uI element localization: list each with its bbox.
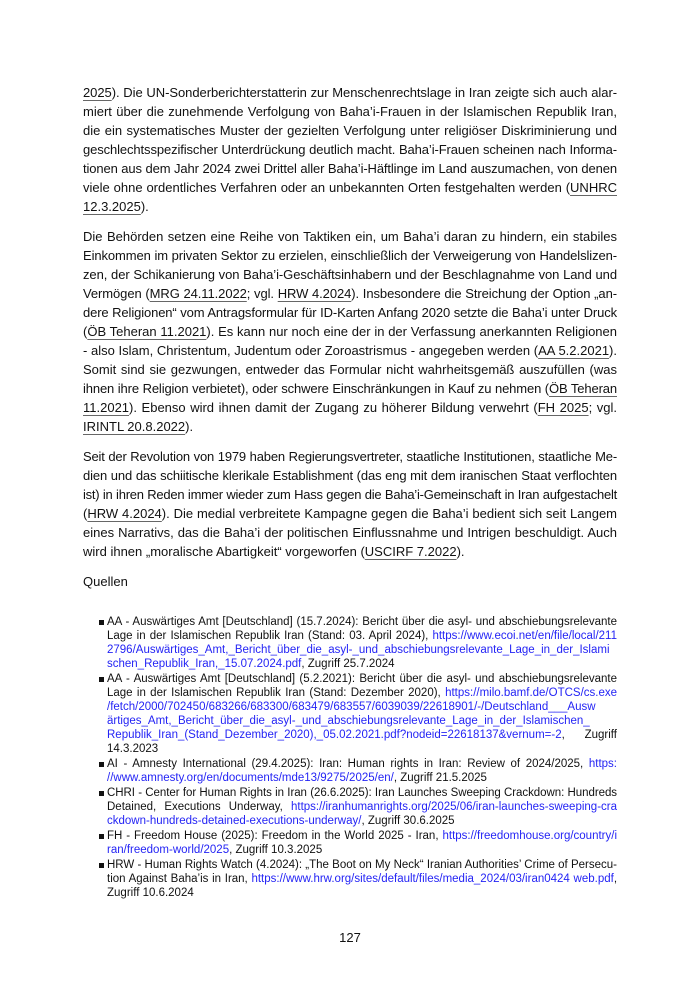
source-url-link[interactable]: 2796/Auswärtiges_Amt,_Bericht_über_die_asyl-_und_abschiebungsrelevante_Lage_in_der_Islami <box>107 644 610 656</box>
text-line <box>83 284 617 303</box>
text-segment: Lage in der Islamischen Republik Iran (Stand: Dezember 2020), <box>107 687 446 699</box>
text-segment: , Zugriff 25.7.2024 <box>301 658 395 670</box>
citation-link[interactable]: UNHRC <box>570 180 617 195</box>
text-segment: ). <box>609 343 617 358</box>
text-segment: eines Narrativs, das die Baha’i der politischen Einflussnahme und Intrigen beschuldigt. Auch <box>83 525 617 540</box>
citation-link[interactable]: HRW 4.2024 <box>87 506 162 521</box>
citation-link[interactable]: FH 2025 <box>537 400 589 415</box>
citation-link[interactable]: USCIRF 7.2022 <box>364 544 457 559</box>
text-line <box>107 829 617 843</box>
source-url-link[interactable]: https://milo.bamf.de/OTCS/cs.exe <box>445 687 617 699</box>
source-url-link[interactable]: https://www.ecoi.net/en/file/local/211 <box>432 630 617 642</box>
citation-link[interactable]: MRG 24.11.2022 <box>149 286 247 301</box>
text-segment: , Zugriff 30.6.2025 <box>361 815 455 827</box>
text-segment: ist) in ihren Reden immer wieder zum Hass gegen die Baha’i-Gemeinschaft in Iran aufgestachelt <box>83 487 617 502</box>
text-line <box>83 485 617 504</box>
text-line <box>83 466 617 485</box>
text-line <box>83 398 617 417</box>
text-segment: ). Es kann nur noch eine der in der Verfassung anerkannten Religionen <box>206 324 617 339</box>
text-segment: ). Die medial verbreitete Kampagne gegen die Baha’i bedient sich seit Langem <box>161 506 618 521</box>
text-segment: 14.3.2023 <box>107 743 159 755</box>
source-url-link[interactable]: https://iranhumanrights.org/2025/06/iran-launches-sweeping-cra <box>290 801 617 813</box>
source-url-link[interactable]: https: <box>588 758 617 770</box>
source-url-link[interactable]: Republik_Iran_(Stand_Dezember_2020),_05.02.2021.pdf?nodeid=22618137&vernum=-2 <box>107 729 562 741</box>
text-line <box>107 728 617 742</box>
text-segment: Die Behörden setzen eine Reihe von Taktiken ein, um Baha’i daran zu hindern, ein stabiles <box>83 229 617 244</box>
text-line <box>83 303 617 322</box>
text-segment: Vermögen ( <box>83 286 150 301</box>
text-line <box>83 140 617 159</box>
text-segment: , Zugriff <box>561 729 617 741</box>
text-line <box>107 800 617 814</box>
page-number: 127 <box>339 930 361 945</box>
text-segment: ( <box>83 506 88 521</box>
text-line <box>107 714 617 728</box>
source-item <box>107 672 617 756</box>
text-line <box>83 322 617 341</box>
text-line <box>83 341 617 360</box>
citation-link[interactable]: IRINTL 20.8.2022 <box>83 419 186 434</box>
bullet-icon <box>99 834 104 839</box>
source-url-link[interactable]: ärtiges_Amt,_Bericht_über_die_asyl-_und_abschiebungsrelevante_Lage_in_der_Islamischen_ <box>107 715 590 727</box>
text-line <box>83 227 617 246</box>
text-line <box>107 886 617 900</box>
text-line <box>107 742 617 756</box>
citation-link[interactable]: 2025 <box>83 85 112 100</box>
text-line <box>83 523 617 542</box>
source-url-link[interactable]: https://www.hrw.org/sites/default/files/media_2024/03/iran0424 web.pdf <box>251 873 614 885</box>
text-line <box>83 447 617 466</box>
text-segment: dien und das schiitische klerikale Establishment (das eng mit dem iranischen Staat verflochten <box>83 468 617 483</box>
text-line <box>107 872 617 886</box>
text-line <box>83 178 617 197</box>
text-segment: - also Islam, Christentum, Judentum oder Zoroastrismus - angegeben werden ( <box>83 343 539 358</box>
source-url-link[interactable]: //www.amnesty.org/en/documents/mde13/9275/2025/en/ <box>107 772 394 784</box>
source-url-link[interactable]: schen_Republik_Iran,_15.07.2024.pdf <box>107 658 302 670</box>
citation-link[interactable]: 12.3.2025 <box>83 199 141 214</box>
bullet-icon <box>99 620 104 625</box>
text-segment: CHRI - Center for Human Rights in Iran (26.6.2025): Iran Launches Sweeping Crackdown: Hundreds <box>107 787 617 799</box>
source-item <box>107 786 617 828</box>
text-segment: die ein systematisches Muster der gezielten Verfolgung unter religiöser Diskriminierung und <box>83 123 617 138</box>
text-segment: ). <box>456 544 465 559</box>
text-segment: Lage in der Islamischen Republik Iran (Stand: 03. April 2024), <box>107 630 433 642</box>
text-line <box>107 700 617 714</box>
text-segment: ). Ebenso wird ihnen damit der Zugang zu höherer Bildung verwehrt ( <box>129 400 538 415</box>
text-segment: ). Insbesondere die Streichung der Option „an- <box>351 286 617 301</box>
text-line <box>107 843 617 857</box>
source-url-link[interactable]: ckdown-hundreds-detained-executions-underway/ <box>107 815 362 827</box>
bullet-icon <box>99 677 104 682</box>
text-segment: AA - Auswärtiges Amt [Deutschland] (15.7.2024): Bericht über die asyl- und abschiebungsrelevante <box>107 616 617 628</box>
body-paragraph-1 <box>83 83 617 216</box>
text-line <box>107 786 617 800</box>
text-segment: ). <box>140 199 149 214</box>
text-segment: ; vgl. <box>588 400 617 415</box>
text-segment: ( <box>83 324 88 339</box>
text-line <box>107 615 617 629</box>
text-line <box>107 757 617 771</box>
text-line <box>83 246 617 265</box>
text-segment: viele ohne ordentliches Verfahren oder an unbekannten Orten festgehalten werden ( <box>83 180 571 195</box>
bullet-icon <box>99 762 104 767</box>
text-segment: AI - Amnesty International (29.4.2025): Iran: Human rights in Iran: Review of 2024/2025, <box>107 758 589 770</box>
text-segment: tion Against Baha’is in Iran, <box>107 873 252 885</box>
text-segment: zen, der Schikanierung von Baha’i-Geschäftsinhabern und der Beschlagnahme von Land und <box>83 267 617 282</box>
text-segment: Einkommen im privaten Sektor zu erzielen, einschließlich der Verweigerung von Handelslizen- <box>83 248 617 263</box>
body-paragraph-3 <box>83 447 617 561</box>
text-segment: wird ihnen „moralische Abartigkeit“ vorgeworfen ( <box>83 544 365 559</box>
text-segment: Zugriff 10.6.2024 <box>107 887 194 899</box>
citation-link[interactable]: ÖB Teheran 11.2021 <box>87 324 207 339</box>
text-line <box>83 197 617 216</box>
source-item <box>107 829 617 857</box>
text-line <box>107 657 617 671</box>
text-line <box>83 360 617 379</box>
text-segment: ). <box>185 419 194 434</box>
citation-link[interactable]: 11.2021 <box>83 400 130 415</box>
text-segment: ; vgl. <box>246 286 278 301</box>
text-segment: miert über die zunehmende Verfolgung von Baha’i-Frauen in der Islamischen Republik Iran, <box>83 104 617 119</box>
text-line <box>83 504 617 523</box>
text-segment: , Zugriff 10.3.2025 <box>229 844 323 856</box>
sources-list <box>107 615 617 900</box>
bullet-icon <box>99 791 104 796</box>
text-segment: geschlechtsspezifischer Unterdrückung deutlich macht. Baha’i-Frauen scheinen nach Informa- <box>83 142 617 157</box>
text-line <box>107 672 617 686</box>
text-line <box>107 643 617 657</box>
citation-link[interactable]: HRW 4.2024 <box>277 286 352 301</box>
text-segment: AA - Auswärtiges Amt [Deutschland] (5.2.2021): Bericht über die asyl- und abschiebungsrelevante <box>107 673 617 685</box>
text-segment: HRW - Human Rights Watch (4.2024): „The Boot on My Neck“ Iranian Authorities’ Crime of Persecu- <box>107 859 617 871</box>
text-segment: , <box>613 873 618 885</box>
text-line <box>83 417 617 436</box>
text-line <box>83 265 617 284</box>
body-paragraph-2 <box>83 227 617 436</box>
source-url-link[interactable]: https://freedomhouse.org/country/i <box>442 830 617 842</box>
text-line <box>107 814 617 828</box>
text-line <box>83 83 617 102</box>
text-segment: Seit der Revolution von 1979 haben Regierungsvertreter, staatliche Institutionen, staatliche Me- <box>83 449 617 464</box>
text-line <box>107 686 617 700</box>
text-segment: tionen aus dem Jahr 2024 zwei Drittel aller Baha’i-Häftlinge im Land auszumachen, von denen <box>83 161 617 176</box>
text-segment: FH - Freedom House (2025): Freedom in the World 2025 - Iran, <box>107 830 443 842</box>
source-item <box>107 615 617 671</box>
text-line <box>83 102 617 121</box>
source-item <box>107 757 617 785</box>
text-segment: Somit sind sie gezwungen, entweder das Formular nicht wahrheitsgemäß auszufüllen (was <box>83 362 617 377</box>
source-url-link[interactable]: /fetch/2000/702450/683266/683300/683479/683557/6039039/22618901/-/Deutschland___Ausw <box>107 701 596 713</box>
text-segment: , Zugriff 21.5.2025 <box>393 772 487 784</box>
text-segment: ihnen ihre Religion verbietet), oder schwere Einschränkungen in Kauf zu nehmen ( <box>83 381 549 396</box>
text-line <box>107 629 617 643</box>
text-line <box>107 858 617 872</box>
text-line <box>83 159 617 178</box>
text-line <box>107 771 617 785</box>
text-line <box>83 542 617 561</box>
source-url-link[interactable]: ran/freedom-world/2025 <box>107 844 230 856</box>
text-segment: Detained, Executions Underway, <box>107 801 291 813</box>
bullet-icon <box>99 863 104 868</box>
citation-link[interactable]: AA 5.2.2021 <box>538 343 610 358</box>
text-segment: ). Die UN-Sonderberichterstatterin zur Menschenrechtslage in Iran zeigte sich auch alar- <box>111 85 617 100</box>
text-segment: dere Religionen“ vom Antragsformular für ID-Karten Anfang 2020 setzte die Baha’i unter Druck <box>83 305 617 320</box>
source-item <box>107 858 617 900</box>
sources-heading: Quellen <box>83 574 128 589</box>
text-line <box>83 121 617 140</box>
text-line <box>83 379 617 398</box>
citation-link[interactable]: ÖB Teheran <box>549 381 617 396</box>
